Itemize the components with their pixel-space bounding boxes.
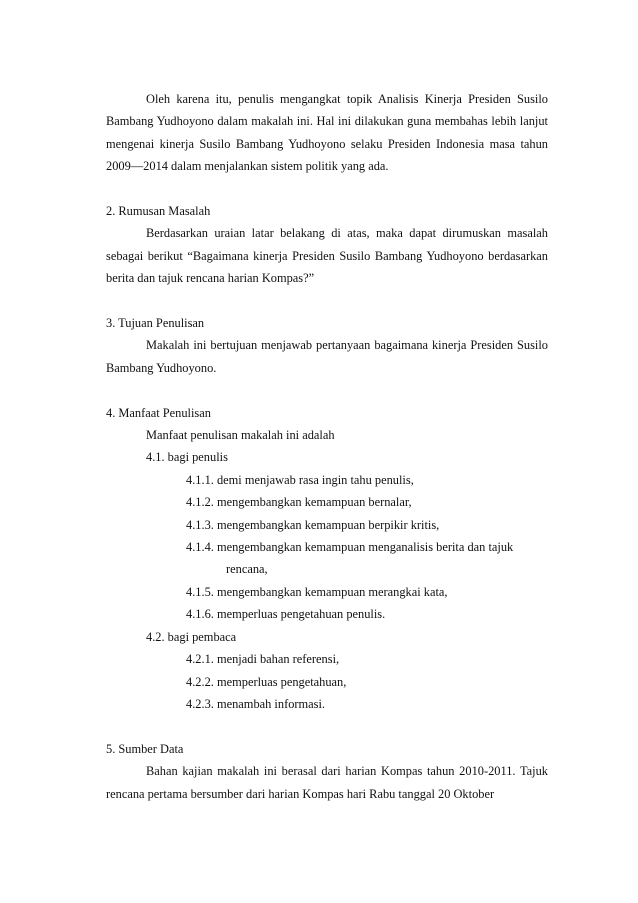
list-item: 4.2.1. menjadi bahan referensi, [186, 652, 340, 667]
list-item: 4.1.3. mengembangkan kemampuan berpikir kritis, [186, 517, 440, 532]
section-heading-rumusan-masalah: 2. Rumusan Masalah [106, 204, 211, 219]
section-paragraph-sumber-data: Bahan kajian makalah ini berasal dari harian Kompas tahun 2010-2011. Tajuk rencana pertama bersumber dari harian Kompas hari Rabu tanggal 20 Oktober [106, 764, 548, 801]
spacer [106, 178, 548, 200]
section-paragraph-rumusan-masalah: Berdasarkan uraian latar belakang di atas, maka dapat dirumuskan masalah sebagai berikut “Bagaimana kinerja Presiden Susilo Bambang Yudhoyono berdasarkan berita dan tajuk rencana harian Kompas?” [106, 226, 548, 286]
spacer [106, 715, 548, 737]
spacer [106, 379, 548, 401]
list-item: 4.1.4. mengembangkan kemampuan menganalisis berita dan tajuk [186, 540, 514, 555]
section-heading-sumber-data: 5. Sumber Data [106, 741, 184, 756]
list-item: 4.1.1. demi menjawab rasa ingin tahu penulis, [186, 472, 414, 487]
document-page [106, 88, 548, 805]
list-item: 4.1.6. memperluas pengetahuan penulis. [186, 607, 386, 622]
section-paragraph-tujuan-penulisan: Makalah ini bertujuan menjawab pertanyaan bagaimana kinerja Presiden Susilo Bambang Yudhoyono. [106, 338, 548, 375]
list-item: 4.2.3. menambah informasi. [186, 696, 326, 711]
sublist-label-pembaca: 4.2. bagi pembaca [146, 629, 237, 644]
spacer [106, 290, 548, 312]
list-item: 4.1.2. mengembangkan kemampuan bernalar, [186, 495, 412, 510]
section-heading-tujuan-penulisan: 3. Tujuan Penulisan [106, 316, 205, 331]
section-heading-manfaat-penulisan: 4. Manfaat Penulisan [106, 405, 211, 420]
sublist-label-penulis: 4.1. bagi penulis [146, 450, 228, 465]
list-item-continuation: rencana, [226, 562, 268, 577]
list-item: 4.1.5. mengembangkan kemampuan merangkai kata, [186, 584, 448, 599]
manfaat-intro: Manfaat penulisan makalah ini adalah [146, 428, 335, 443]
intro-paragraph: Oleh karena itu, penulis mengangkat topik Analisis Kinerja Presiden Susilo Bambang Yudhoyono dalam makalah ini. Hal ini dilakukan guna membahas lebih lanjut mengenai kinerja Susilo Bambang Yudhoyono selaku Presiden Indonesia masa tahun 2009—2014 dalam menjalankan sistem politik yang ada. [106, 92, 548, 174]
list-item: 4.2.2. memperluas pengetahuan, [186, 674, 347, 689]
